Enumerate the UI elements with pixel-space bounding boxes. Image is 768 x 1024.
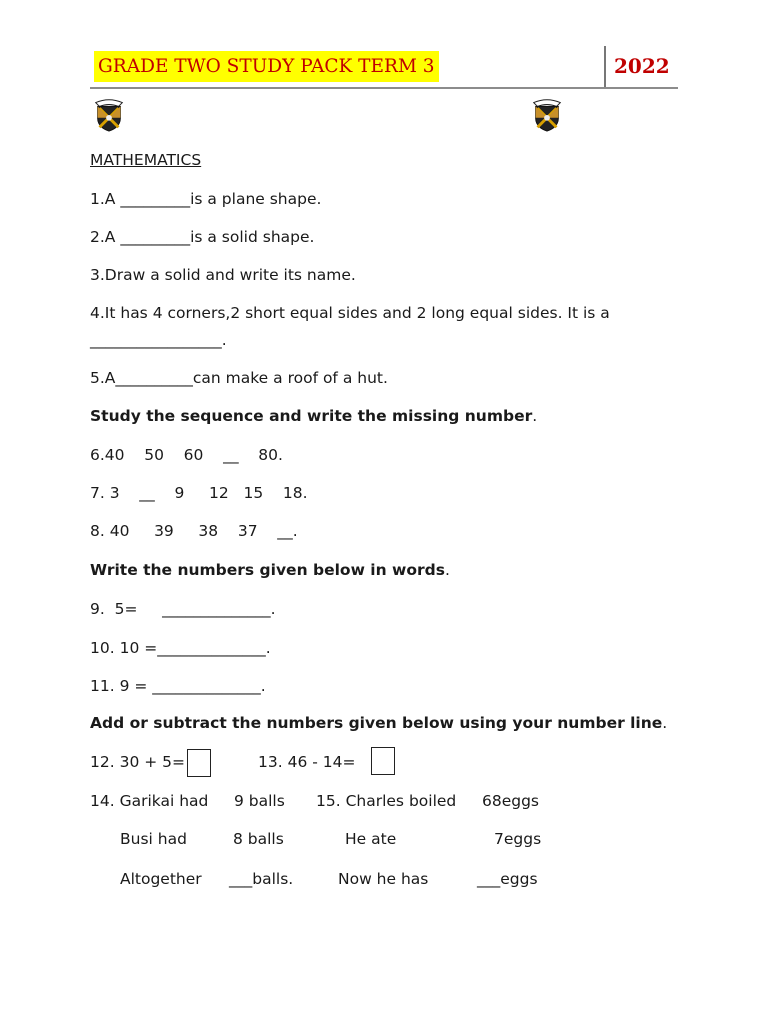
question-14-line-2-a: Busi had xyxy=(120,830,187,848)
words-heading-end: . xyxy=(444,561,450,579)
header-rule xyxy=(90,87,678,89)
question-13: 13. 46 - 14= xyxy=(258,753,356,771)
answer-box-12[interactable] xyxy=(187,749,211,777)
question-14-line-3-a: Altogether xyxy=(120,870,202,888)
question-15-line-2-a: He ate xyxy=(345,830,397,848)
question-15-line-1-b: 68eggs xyxy=(482,792,540,810)
question-4-line-2: _________________. xyxy=(90,331,227,349)
question-10: 10. 10 =______________. xyxy=(90,639,271,657)
sequence-heading-text: Study the sequence and write the missing number xyxy=(90,407,533,425)
question-1: 1.A _________is a plane shape. xyxy=(90,190,322,208)
operations-heading xyxy=(90,712,667,734)
header-divider xyxy=(604,46,606,88)
question-11: 11. 9 = ______________. xyxy=(90,677,266,695)
question-14-line-3-b: ___balls. xyxy=(229,870,294,888)
question-2: 2.A _________is a solid shape. xyxy=(90,228,315,246)
question-9: 9. 5= ______________. xyxy=(90,600,276,618)
question-3: 3.Draw a solid and write its name. xyxy=(90,266,356,284)
subject-heading: MATHEMATICS xyxy=(90,151,202,169)
school-crest-icon xyxy=(90,95,128,133)
words-heading xyxy=(90,559,450,581)
question-5: 5.A__________can make a roof of a hut. xyxy=(90,369,388,387)
sequence-heading-end: . xyxy=(532,407,538,425)
question-15-line-3-b: ___eggs xyxy=(477,870,538,888)
question-6: 6.40 50 60 __ 80. xyxy=(90,446,283,464)
words-heading-text: Write the numbers given below in words xyxy=(90,561,445,579)
school-crest-icon xyxy=(528,95,566,133)
page-title: GRADE TWO STUDY PACK TERM 3 xyxy=(94,51,439,82)
question-12: 12. 30 + 5= xyxy=(90,753,185,771)
question-7: 7. 3 __ 9 12 15 18. xyxy=(90,484,308,502)
sequence-heading xyxy=(90,405,537,427)
answer-box-13[interactable] xyxy=(371,747,395,775)
question-8: 8. 40 39 38 37 __. xyxy=(90,522,298,540)
question-15-line-3-a: Now he has xyxy=(338,870,429,888)
operations-heading-text: Add or subtract the numbers given below using your number line xyxy=(90,714,663,732)
question-15-line-2-b: 7eggs xyxy=(494,830,542,848)
year-label: 2022 xyxy=(614,54,670,78)
question-14-line-1-a: 14. Garikai had xyxy=(90,792,209,810)
operations-heading-end: . xyxy=(662,714,668,732)
question-4-line-1: 4.It has 4 corners,2 short equal sides and 2 long equal sides. It is a xyxy=(90,304,610,322)
question-14-line-1-b: 9 balls xyxy=(234,792,285,810)
question-15-line-1-a: 15. Charles boiled xyxy=(316,792,457,810)
question-14-line-2-b: 8 balls xyxy=(233,830,284,848)
